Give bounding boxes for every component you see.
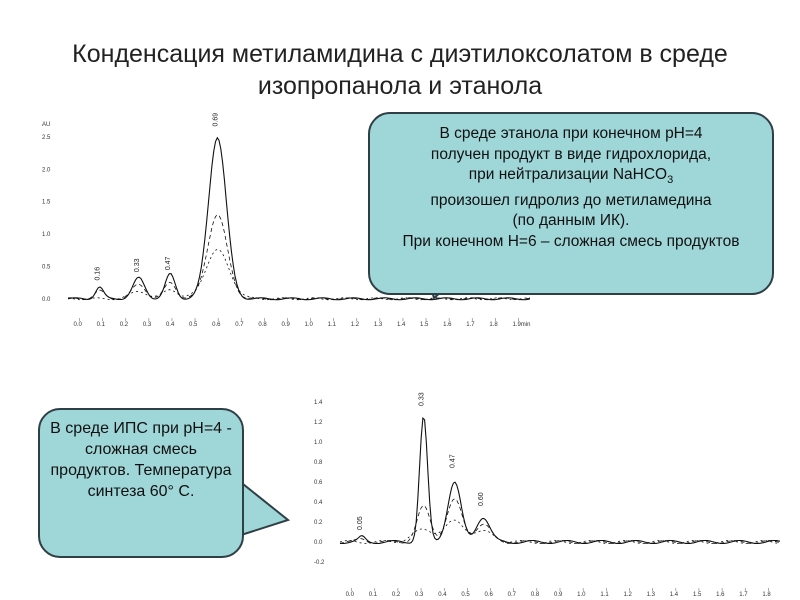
- peak-label: 0.47: [165, 256, 173, 271]
- y-tick-label: 0.4: [314, 500, 323, 506]
- x-tick-label: 0.3: [415, 592, 424, 598]
- y-tick-label: AU: [42, 122, 51, 128]
- y-tick-label: 0.5: [42, 264, 51, 271]
- y-tick-label: 1.0: [314, 440, 323, 446]
- y-tick-label: 0.2: [314, 520, 323, 526]
- x-tick-label: 0.8: [258, 322, 267, 328]
- series-line: [340, 418, 780, 543]
- callout-ethanol: [368, 112, 774, 295]
- peak-label: 0.16: [94, 266, 102, 281]
- x-tick-label: 0.3: [142, 322, 152, 328]
- x-tick-label: 1.2: [623, 592, 632, 598]
- x-tick-label: 0.9: [281, 322, 290, 328]
- x-tick-label: 1.6: [443, 322, 452, 328]
- callout-ips: [38, 408, 244, 558]
- x-tick-label: 1.2: [350, 322, 360, 328]
- peak-label: 0.47: [449, 454, 457, 468]
- y-tick-label: 1.5: [42, 199, 51, 206]
- x-tick-label: 0.0: [73, 322, 82, 328]
- nahco3-text: при нейтрализации NaHCO: [468, 166, 668, 183]
- series-line: [340, 499, 780, 544]
- peak-label: 0.33: [133, 258, 141, 273]
- x-tick-label: 1.1: [600, 592, 609, 598]
- callout-ethanol-line-6: При конечном Н=6 – сложная смесь продуктов: [402, 232, 740, 250]
- x-tick-label: 1.0: [304, 322, 313, 328]
- page-title: Конденсация метиламидина с диэтилоксолатом в среде изопропанола и этанола: [72, 40, 728, 100]
- callout-ethanol-line-2: получен продукт в виде гидрохлорида,: [430, 145, 712, 163]
- x-tick-label: 0.4: [438, 592, 447, 598]
- x-tick-label: 0.7: [235, 322, 244, 328]
- series-line: [340, 520, 780, 543]
- y-tick-label: 2.5: [42, 134, 51, 141]
- callout-ips-text: В среде ИПС при рН=4 - сложная смесь продуктов. Температура синтеза 60° С.: [50, 420, 232, 500]
- x-tick-label: 0.2: [119, 322, 129, 328]
- y-tick-label: 0.0: [42, 296, 51, 303]
- x-tick-label: 0.7: [507, 592, 517, 598]
- x-tick-label: 0.9: [554, 592, 563, 598]
- callout-ethanol-line-3: [382, 165, 760, 191]
- x-tick-label: 1.3: [646, 592, 655, 598]
- x-tick-label: 0.8: [530, 592, 540, 598]
- x-tick-label: 1.8: [762, 592, 771, 598]
- x-tick-label: 0.5: [189, 322, 198, 328]
- x-tick-label: 0.4: [165, 322, 175, 328]
- y-tick-label: 0.0: [314, 540, 323, 546]
- y-tick-label: 1.0: [42, 232, 51, 239]
- y-tick-label: 1.2: [314, 420, 323, 426]
- x-tick-label: 1.8: [489, 322, 498, 328]
- x-tick-label: 0.6: [212, 322, 221, 328]
- callout-ethanol-line-5: (по данным ИК).: [512, 212, 630, 230]
- x-tick-label: 1.7: [739, 592, 748, 598]
- y-tick-label: -0.2: [314, 560, 325, 566]
- x-tick-label: 0.5: [461, 592, 470, 598]
- nahco3-subscript: 3: [667, 174, 674, 187]
- peak-label: 0.33: [418, 392, 426, 406]
- x-tick-label: 0.2: [391, 592, 401, 598]
- y-tick-label: 1.4: [314, 400, 323, 406]
- x-tick-label: 1.4: [669, 592, 679, 598]
- x-tick-label: 1.9min: [512, 322, 531, 328]
- x-tick-label: 0.6: [484, 592, 493, 598]
- callout-ethanol-line-4: произошел гидролиз до метиламедина: [430, 191, 712, 209]
- callout-ethanol-line-1: В среде этанола при конечном рН=4: [439, 125, 703, 142]
- y-tick-label: 2.0: [42, 167, 51, 174]
- x-tick-label: 0.1: [368, 592, 378, 598]
- y-tick-label: 0.8: [314, 460, 323, 466]
- x-tick-label: 1.0: [577, 592, 586, 598]
- x-tick-label: 1.5: [420, 322, 429, 328]
- peak-label: 0.69: [212, 112, 220, 127]
- peak-label: 0.60: [478, 492, 485, 506]
- x-tick-label: 1.3: [373, 322, 383, 328]
- x-tick-label: 1.1: [327, 322, 336, 328]
- y-tick-label: 0.6: [314, 480, 323, 486]
- x-tick-label: 1.4: [396, 322, 406, 328]
- peak-label: 0.05: [357, 516, 364, 530]
- x-tick-label: 1.5: [692, 592, 702, 598]
- x-tick-label: 0.1: [96, 322, 105, 328]
- x-tick-label: 0.0: [345, 592, 354, 598]
- x-tick-label: 1.7: [466, 322, 475, 328]
- x-tick-label: 1.6: [716, 592, 725, 598]
